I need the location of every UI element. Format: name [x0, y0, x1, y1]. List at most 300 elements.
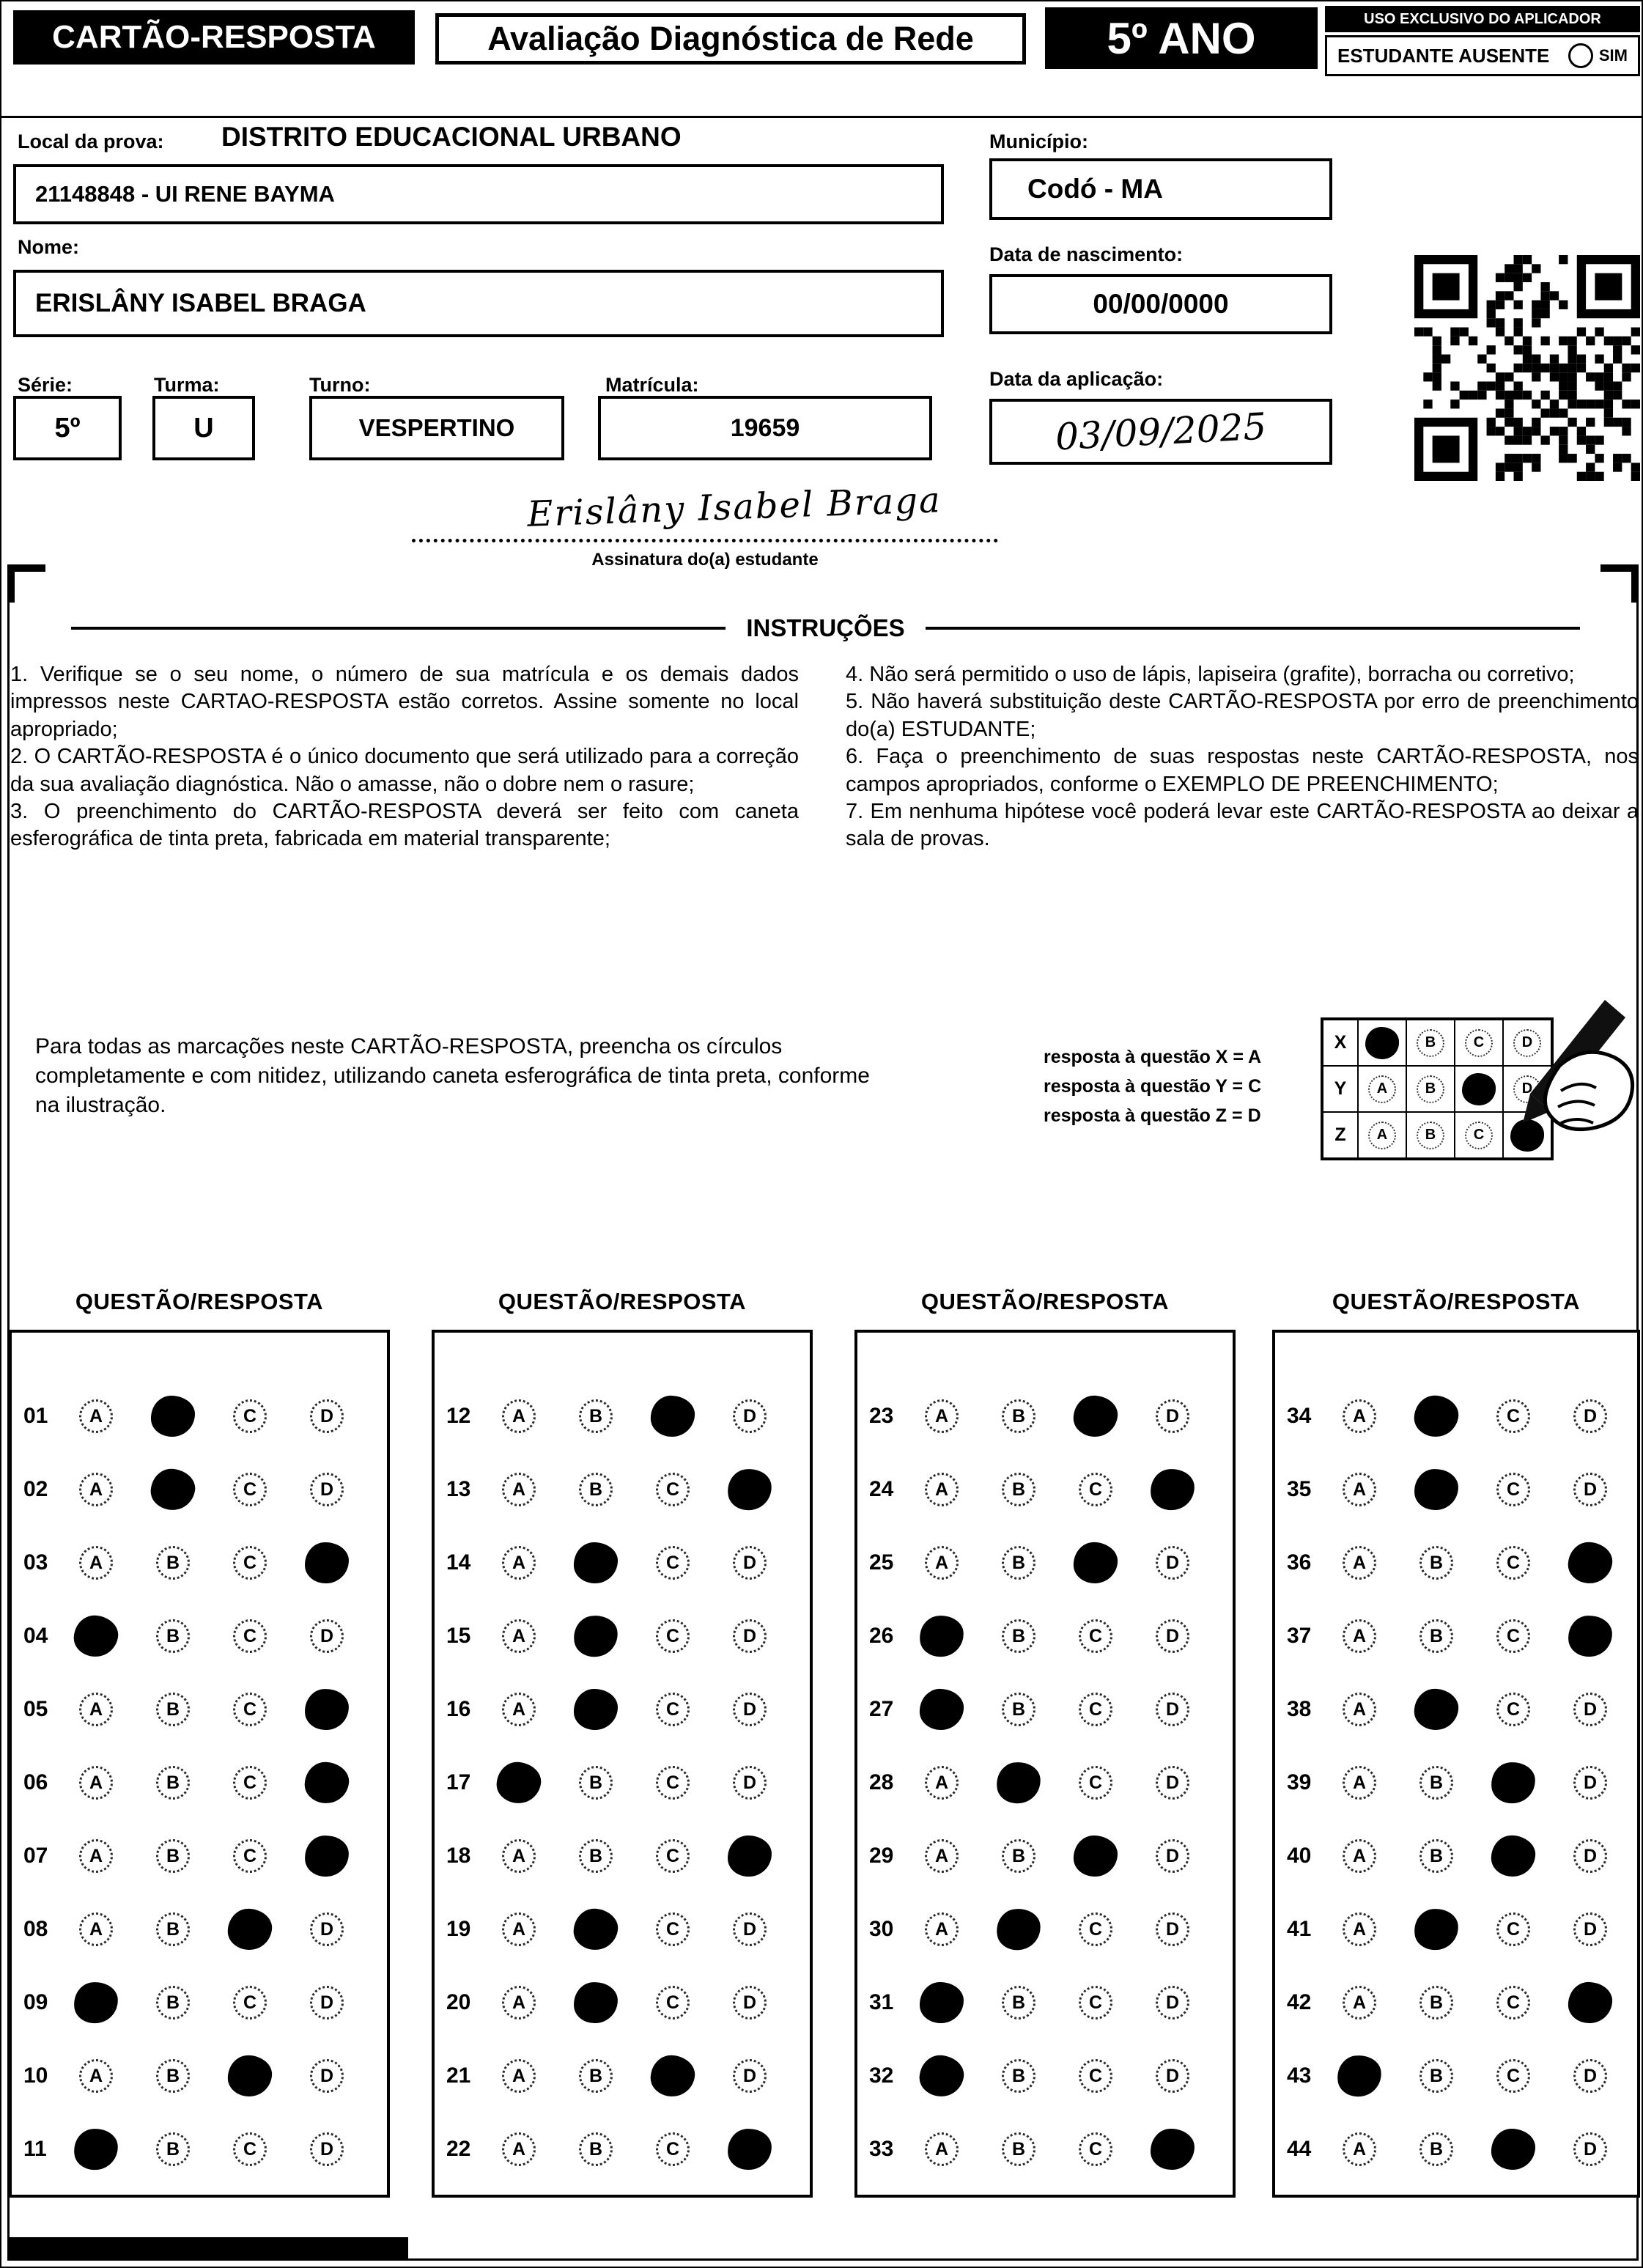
answer-bubble-q39-A[interactable]: A	[1343, 1766, 1376, 1800]
answer-bubble-q06-D[interactable]	[303, 1760, 351, 1805]
question-number: 26	[869, 1624, 894, 1648]
answer-bubble-q11-C[interactable]: C	[233, 2132, 267, 2166]
question-number: 33	[869, 2137, 894, 2161]
answer-row	[1275, 1819, 1637, 1893]
answer-bubble-q14-C[interactable]: C	[656, 1546, 690, 1580]
answer-bubble-q22-A[interactable]: A	[502, 2132, 536, 2166]
answer-bubble-q28-A[interactable]: A	[925, 1766, 959, 1800]
answer-bubble-q20-A[interactable]: A	[502, 1986, 536, 2020]
answer-bubble-q41-C[interactable]: C	[1496, 1912, 1530, 1946]
answer-bubble-q29-A[interactable]: A	[925, 1839, 959, 1873]
answer-bubble-q36-D[interactable]	[1567, 1540, 1614, 1585]
answer-bubbles	[925, 1399, 1189, 1433]
answer-bubble-q21-A[interactable]: A	[502, 2059, 536, 2093]
qr-code	[1414, 255, 1640, 481]
answer-bubble-q16-A[interactable]: A	[502, 1693, 536, 1726]
answer-bubble-q05-A[interactable]: A	[79, 1693, 113, 1726]
applicator-bar: USO EXCLUSIVO DO APLICADOR	[1325, 6, 1640, 32]
answer-bubble-q19-A[interactable]: A	[502, 1912, 536, 1946]
answer-bubble-q19-D[interactable]: D	[733, 1912, 767, 1946]
answer-bubble-q40-B[interactable]: B	[1419, 1839, 1453, 1873]
answer-bubble-q17-D[interactable]: D	[733, 1766, 767, 1800]
example-row-label: X	[1323, 1020, 1358, 1066]
answer-row	[1275, 1453, 1637, 1526]
question-number: 25	[869, 1550, 894, 1575]
answer-bubble-q40-A[interactable]: A	[1343, 1839, 1376, 1873]
answer-bubble-q43-D[interactable]: D	[1573, 2059, 1607, 2093]
answer-bubbles	[1343, 2059, 1607, 2093]
answer-row	[1275, 1966, 1637, 2039]
grade-badge: 5º ANO	[1045, 7, 1318, 69]
answer-bubbles	[502, 1693, 767, 1726]
answer-bubble-q04-D[interactable]: D	[310, 1619, 344, 1653]
serie-label: Série:	[18, 374, 73, 396]
answer-bubble-q32-A[interactable]	[918, 2053, 966, 2099]
answer-bubble-q01-D[interactable]: D	[310, 1399, 344, 1433]
answer-bubble-q41-A[interactable]: A	[1343, 1912, 1376, 1946]
answer-bubble-q33-B[interactable]: B	[1002, 2132, 1035, 2166]
aplicacao-field	[989, 399, 1332, 465]
answer-bubble-q12-A[interactable]: A	[502, 1399, 536, 1433]
answer-bubble-q24-C[interactable]: C	[1079, 1473, 1112, 1506]
answer-row	[1275, 1599, 1637, 1673]
answer-row	[857, 1453, 1233, 1526]
answer-bubble-q07-C[interactable]: C	[233, 1839, 267, 1873]
answer-bubble-q44-B[interactable]: B	[1419, 2132, 1453, 2166]
answer-bubble-q30-C[interactable]: C	[1079, 1912, 1112, 1946]
answer-bubbles	[502, 1986, 767, 2020]
answer-bubble-q11-A[interactable]	[73, 2127, 120, 2171]
example-cell	[1358, 1066, 1406, 1112]
answer-bubble-q02-B[interactable]	[149, 1467, 197, 1513]
answer-bubble-q26-A[interactable]	[918, 1613, 966, 1658]
answer-bubble-q07-D[interactable]	[304, 1834, 350, 1877]
answer-bubble-q23-B[interactable]: B	[1002, 1399, 1035, 1433]
answer-bubbles	[79, 2059, 344, 2093]
divider-line	[71, 627, 725, 630]
answer-bubble-q02-C[interactable]: C	[233, 1473, 267, 1506]
answer-bubble-q09-D[interactable]: D	[310, 1986, 344, 2020]
aplicacao-handwritten-date: 03/09/2025	[1054, 405, 1268, 459]
answer-bubble-q27-D[interactable]: D	[1156, 1693, 1189, 1726]
answer-bubble-q23-C[interactable]	[1072, 1394, 1119, 1438]
answer-bubble-q37-C[interactable]: C	[1496, 1619, 1530, 1653]
answer-bubble-q18-C[interactable]: C	[656, 1839, 690, 1873]
answer-row	[12, 1673, 387, 1746]
answer-bubbles	[925, 1766, 1189, 1800]
answer-bubble-q27-A[interactable]	[919, 1688, 964, 1731]
answer-bubbles	[79, 1766, 344, 1800]
answer-bubble-q27-B[interactable]: B	[1002, 1693, 1035, 1726]
answer-bubble-q18-D[interactable]	[728, 1835, 772, 1877]
answer-row	[12, 1746, 387, 1819]
answer-bubble-q17-A[interactable]	[495, 1760, 543, 1806]
answer-bubble-q24-B[interactable]: B	[1002, 1473, 1035, 1506]
absent-bubble[interactable]	[1568, 43, 1593, 68]
answer-row	[435, 1893, 810, 1966]
answer-bubbles	[502, 1766, 767, 1800]
answer-bubbles	[79, 1693, 344, 1726]
answer-bubble-q03-B[interactable]: B	[156, 1546, 190, 1580]
answer-bubble-q20-C[interactable]: C	[656, 1986, 690, 2020]
answer-bubble-q23-D[interactable]: D	[1156, 1399, 1189, 1433]
nascimento-label: Data de nascimento:	[989, 243, 1184, 265]
student-signature: Erislâny Isabel Braga	[526, 479, 942, 535]
answer-bubble-q27-C[interactable]: C	[1079, 1693, 1112, 1726]
answer-bubble-q03-A[interactable]: A	[79, 1546, 113, 1580]
answer-row	[1275, 2113, 1637, 2186]
answer-bubble-q36-B[interactable]: B	[1419, 1546, 1453, 1580]
answer-bubble-q08-B[interactable]: B	[156, 1912, 190, 1946]
answer-bubble-q14-A[interactable]: A	[502, 1546, 536, 1580]
answer-row	[435, 1966, 810, 2039]
answer-bubble-q29-C[interactable]	[1074, 1835, 1118, 1877]
answer-bubble-q17-B[interactable]: B	[579, 1766, 613, 1800]
answer-bubbles	[1343, 1693, 1607, 1726]
instruction-item: 1. Verifique se o seu nome, o número de sua matrícula e os demais dados impressos neste CARTAO-RESPOSTA estão corretos. Assine somente no local apropriado;	[10, 663, 799, 741]
answer-row	[12, 1893, 387, 1966]
answer-bubble-q01-A[interactable]: A	[79, 1399, 113, 1433]
legend-line: resposta à questão Z = D	[1044, 1105, 1261, 1126]
answer-bubble-q13-C[interactable]: C	[656, 1473, 690, 1506]
answer-bubble-q18-A[interactable]: A	[502, 1839, 536, 1873]
answer-row	[857, 2039, 1233, 2113]
answer-bubble-q42-D[interactable]	[1568, 1981, 1613, 2024]
answer-bubble-q12-C[interactable]	[650, 1395, 695, 1437]
answer-bubble-q03-D[interactable]	[305, 1542, 350, 1583]
nome-field: ERISLÂNY ISABEL BRAGA	[13, 270, 944, 337]
answer-bubble-q38-C[interactable]: C	[1496, 1693, 1530, 1726]
answer-bubble-q16-D[interactable]: D	[733, 1693, 767, 1726]
answer-bubble-q13-D[interactable]	[725, 1467, 774, 1512]
example-row-label: Y	[1323, 1066, 1358, 1112]
answer-bubble-q05-C[interactable]: C	[233, 1693, 267, 1726]
answer-bubble-q11-D[interactable]: D	[310, 2132, 344, 2166]
example-bubble-X-A	[1365, 1027, 1399, 1059]
example-row-label: Z	[1323, 1112, 1358, 1158]
question-number: 12	[446, 1404, 471, 1428]
answer-bubbles	[79, 1912, 344, 1946]
example-legend	[1044, 1042, 1261, 1130]
answer-bubble-q08-A[interactable]: A	[79, 1912, 113, 1946]
answer-bubble-q40-D[interactable]: D	[1573, 1839, 1607, 1873]
example-cell	[1406, 1066, 1455, 1112]
answer-bubble-q43-B[interactable]: B	[1419, 2059, 1453, 2093]
answer-bubble-q07-B[interactable]: B	[156, 1839, 190, 1873]
answer-bubble-q09-A[interactable]	[73, 1981, 119, 2025]
answer-bubble-q41-B[interactable]	[1413, 1907, 1461, 1951]
answer-bubbles	[925, 1912, 1189, 1946]
matricula-field: 19659	[598, 396, 932, 460]
answer-row	[1275, 1380, 1637, 1453]
answer-bubble-q12-B[interactable]: B	[579, 1399, 613, 1433]
answer-bubble-q31-B[interactable]: B	[1002, 1986, 1035, 2020]
answer-bubble-q42-B[interactable]: B	[1419, 1986, 1453, 2020]
answer-bubble-q13-A[interactable]: A	[502, 1473, 536, 1506]
question-number: 06	[23, 1770, 48, 1794]
answer-bubble-q41-D[interactable]: D	[1573, 1912, 1607, 1946]
answer-bubble-q10-D[interactable]: D	[310, 2059, 344, 2093]
answer-bubble-q02-A[interactable]: A	[79, 1473, 113, 1506]
answer-bubble-q23-A[interactable]: A	[925, 1399, 959, 1433]
answer-bubble-q19-C[interactable]: C	[656, 1912, 690, 1946]
answer-bubble-q20-D[interactable]: D	[733, 1986, 767, 2020]
question-number: 05	[23, 1697, 48, 1721]
question-number: 10	[23, 2063, 48, 2088]
question-number: 15	[446, 1624, 471, 1648]
bottom-registration-mark	[9, 2237, 408, 2261]
answer-row	[857, 1526, 1233, 1599]
answer-bubble-q21-D[interactable]: D	[733, 2059, 767, 2093]
answer-bubbles	[79, 1473, 344, 1506]
answer-bubbles	[79, 1546, 344, 1580]
answer-bubble-q34-D[interactable]: D	[1573, 1399, 1607, 1433]
answer-bubble-q25-B[interactable]: B	[1002, 1546, 1035, 1580]
answer-bubbles	[502, 1619, 767, 1653]
answer-bubble-q42-A[interactable]: A	[1343, 1986, 1376, 2020]
answers-header-1: QUESTÃO/RESPOSTA	[75, 1289, 324, 1314]
answer-bubble-q25-A[interactable]: A	[925, 1546, 959, 1580]
answer-bubble-q30-D[interactable]: D	[1156, 1912, 1189, 1946]
answer-bubble-q03-C[interactable]: C	[233, 1546, 267, 1580]
answer-row	[1275, 1746, 1637, 1819]
answer-bubble-q38-B[interactable]	[1413, 1687, 1460, 1731]
answer-bubbles	[79, 1839, 344, 1873]
answer-row	[1275, 1526, 1637, 1599]
answer-bubble-q16-B[interactable]	[574, 1689, 618, 1730]
answer-bubble-q09-C[interactable]: C	[233, 1986, 267, 2020]
question-number: 18	[446, 1844, 471, 1868]
answer-bubble-q24-A[interactable]: A	[925, 1473, 959, 1506]
instruction-item: 5. Não haverá substituição deste CARTÃO-RESPOSTA por erro de preenchimento do(a) ESTUDANTE;	[846, 690, 1639, 741]
answer-row	[857, 1746, 1233, 1819]
answer-bubbles	[925, 1693, 1189, 1726]
answer-bubble-q44-C[interactable]	[1491, 2128, 1536, 2170]
instructions-title: INSTRUÇÕES	[746, 614, 905, 641]
answer-bubble-q31-A[interactable]	[920, 1982, 964, 2023]
answers-header-4: QUESTÃO/RESPOSTA	[1332, 1289, 1581, 1314]
answer-bubble-q39-C[interactable]	[1490, 1761, 1537, 1805]
answer-bubble-q13-B[interactable]: B	[579, 1473, 613, 1506]
answer-bubble-q37-D[interactable]	[1568, 1614, 1614, 1657]
answer-bubble-q19-B[interactable]	[572, 1907, 620, 1952]
answer-bubble-q36-C[interactable]: C	[1496, 1546, 1530, 1580]
absent-label: ESTUDANTE AUSENTE	[1337, 44, 1550, 67]
question-number: 34	[1287, 1404, 1312, 1428]
answer-bubble-q11-B[interactable]: B	[156, 2132, 190, 2166]
instruction-item: 4. Não será permitido o uso de lápis, lapiseira (grafite), borracha ou corretivo;	[846, 663, 1575, 686]
example-cell	[1406, 1020, 1455, 1066]
instruction-item: 7. Em nenhuma hipótese você poderá levar este CARTÃO-RESPOSTA ao deixar a sala de provas.	[846, 800, 1639, 851]
answer-bubble-q14-D[interactable]: D	[733, 1546, 767, 1580]
answer-bubble-q43-A[interactable]	[1335, 2053, 1384, 2099]
answer-bubble-q04-A[interactable]	[72, 1613, 120, 1659]
answer-bubble-q28-B[interactable]	[994, 1760, 1043, 1805]
answer-bubble-q18-B[interactable]: B	[579, 1839, 613, 1873]
answer-bubble-q37-B[interactable]: B	[1419, 1619, 1453, 1653]
answer-bubble-q32-C[interactable]: C	[1079, 2059, 1112, 2093]
question-number: 24	[869, 1477, 894, 1501]
example-cell	[1406, 1112, 1455, 1158]
municipio-field: Codó - MA	[989, 158, 1332, 220]
answer-row	[1275, 1893, 1637, 1966]
corner-mark	[7, 564, 15, 603]
nome-label: Nome:	[18, 236, 80, 258]
answer-bubble-q37-A[interactable]: A	[1343, 1619, 1376, 1653]
answer-bubble-q28-C[interactable]: C	[1079, 1766, 1112, 1800]
answer-bubble-q22-B[interactable]: B	[579, 2132, 613, 2166]
answer-bubble-q10-C[interactable]	[227, 2054, 273, 2097]
answer-bubble-q06-A[interactable]: A	[79, 1766, 113, 1800]
answer-bubble-q36-A[interactable]: A	[1343, 1546, 1376, 1580]
question-number: 08	[23, 1917, 48, 1941]
answer-bubble-q38-D[interactable]: D	[1573, 1693, 1607, 1726]
question-number: 28	[869, 1770, 894, 1794]
question-number: 41	[1287, 1917, 1312, 1941]
answer-bubble-q32-D[interactable]: D	[1156, 2059, 1189, 2093]
answer-bubble-q29-B[interactable]: B	[1002, 1839, 1035, 1873]
answer-bubble-q01-B[interactable]	[151, 1396, 195, 1437]
answer-bubble-q40-C[interactable]	[1491, 1834, 1537, 1877]
answer-bubble-q16-C[interactable]: C	[656, 1693, 690, 1726]
question-number: 16	[446, 1697, 471, 1721]
question-number: 27	[869, 1697, 894, 1721]
question-number: 29	[869, 1844, 894, 1868]
answer-bubble-q29-D[interactable]: D	[1156, 1839, 1189, 1873]
answer-bubble-q15-C[interactable]: C	[656, 1619, 690, 1653]
answer-bubble-q09-B[interactable]: B	[156, 1986, 190, 2020]
answer-bubble-q34-B[interactable]	[1412, 1393, 1461, 1439]
answer-bubble-q34-A[interactable]: A	[1343, 1399, 1376, 1433]
answer-bubbles	[1343, 1986, 1607, 2020]
answer-bubble-q07-A[interactable]: A	[79, 1839, 113, 1873]
answer-bubble-q43-C[interactable]: C	[1496, 2059, 1530, 2093]
answer-row	[435, 1673, 810, 1746]
answer-bubbles	[79, 1619, 344, 1653]
answer-bubble-q42-C[interactable]: C	[1496, 1986, 1530, 2020]
question-number: 14	[446, 1550, 471, 1575]
answer-bubble-q26-D[interactable]: D	[1156, 1619, 1189, 1653]
answer-bubble-q22-D[interactable]	[727, 2127, 773, 2171]
instruction-item: 3. O preenchimento do CARTÃO-RESPOSTA deverá ser feito com caneta esferográfica de tinta preta, fabricada em material transparente;	[10, 800, 799, 851]
question-number: 13	[446, 1477, 471, 1501]
example-cell	[1358, 1020, 1406, 1066]
answer-bubbles	[502, 2059, 767, 2093]
card-title: CARTÃO-RESPOSTA	[13, 10, 415, 65]
answer-bubble-q04-C[interactable]: C	[233, 1619, 267, 1653]
answer-bubble-q44-D[interactable]: D	[1573, 2132, 1607, 2166]
answer-bubble-q10-A[interactable]: A	[79, 2059, 113, 2093]
answer-row	[1275, 2039, 1637, 2113]
answer-bubbles	[925, 1839, 1189, 1873]
answer-bubble-q06-B[interactable]: B	[156, 1766, 190, 1800]
answer-bubble-q30-B[interactable]	[994, 1907, 1043, 1953]
answer-row	[435, 1746, 810, 1819]
answer-row	[435, 1380, 810, 1453]
answer-bubble-q26-C[interactable]: C	[1079, 1619, 1112, 1653]
answer-bubble-q35-D[interactable]: D	[1573, 1473, 1607, 1506]
answer-row	[435, 1526, 810, 1599]
answer-bubble-q21-C[interactable]	[649, 2053, 697, 2098]
question-number: 02	[23, 1477, 48, 1501]
answer-bubble-q20-B[interactable]	[573, 1981, 619, 2024]
answer-bubble-q08-D[interactable]: D	[310, 1912, 344, 1946]
answer-bubbles	[925, 1546, 1189, 1580]
answer-bubble-q12-D[interactable]: D	[733, 1399, 767, 1433]
answer-bubble-q01-C[interactable]: C	[233, 1399, 267, 1433]
answer-bubble-q15-B[interactable]	[572, 1613, 620, 1660]
answer-bubble-q15-A[interactable]: A	[502, 1619, 536, 1653]
answer-row	[435, 1599, 810, 1673]
answer-bubble-q15-D[interactable]: D	[733, 1619, 767, 1653]
answer-bubble-q30-A[interactable]: A	[925, 1912, 959, 1946]
answer-row	[435, 2113, 810, 2186]
question-number: 38	[1287, 1697, 1312, 1721]
answer-bubble-q25-C[interactable]	[1073, 1541, 1119, 1584]
answer-bubble-q05-B[interactable]: B	[156, 1693, 190, 1726]
example-bubble-Z-C: C	[1465, 1122, 1493, 1149]
question-number: 44	[1287, 2137, 1312, 2161]
answer-bubble-q21-B[interactable]: B	[579, 2059, 613, 2093]
answer-bubbles	[1343, 1766, 1607, 1800]
question-number: 03	[23, 1550, 48, 1575]
answer-bubble-q17-C[interactable]: C	[656, 1766, 690, 1800]
answer-bubble-q35-B[interactable]	[1414, 1468, 1459, 1511]
answer-bubble-q35-C[interactable]: C	[1496, 1473, 1530, 1506]
answer-row	[435, 1819, 810, 1893]
marking-note: Para todas as marcações neste CARTÃO-RESPOSTA, preencha os círculos completamente e com nitidez, utilizando caneta esferográfica de tinta preta, conforme na ilustração.	[35, 1034, 870, 1117]
answer-bubble-q31-D[interactable]: D	[1156, 1986, 1189, 2020]
answer-bubble-q08-C[interactable]	[226, 1907, 273, 1951]
answer-bubble-q06-C[interactable]: C	[233, 1766, 267, 1800]
answer-bubble-q05-D[interactable]	[304, 1688, 350, 1731]
answer-bubble-q33-D[interactable]	[1151, 2128, 1195, 2170]
answer-bubble-q34-C[interactable]: C	[1496, 1399, 1530, 1433]
divider-line	[926, 627, 1580, 630]
answer-bubble-q38-A[interactable]: A	[1343, 1693, 1376, 1726]
answer-bubble-q28-D[interactable]: D	[1156, 1766, 1189, 1800]
answer-bubble-q31-C[interactable]: C	[1079, 1986, 1112, 2020]
answer-column-3	[854, 1330, 1236, 2198]
answer-row	[857, 2113, 1233, 2186]
example-bubble-Y-D: D	[1513, 1075, 1541, 1103]
answer-row	[12, 1966, 387, 2039]
question-number: 20	[446, 1990, 471, 2014]
answer-bubble-q33-A[interactable]: A	[925, 2132, 959, 2166]
legend-line: resposta à questão X = A	[1044, 1047, 1262, 1067]
question-number: 32	[869, 2063, 894, 2088]
answer-row	[857, 1673, 1233, 1746]
answer-bubble-q35-A[interactable]: A	[1343, 1473, 1376, 1506]
answer-bubble-q26-B[interactable]: B	[1002, 1619, 1035, 1653]
answer-bubble-q39-B[interactable]: B	[1419, 1766, 1453, 1800]
answer-bubble-q14-B[interactable]	[574, 1542, 619, 1583]
answer-bubble-q33-C[interactable]: C	[1079, 2132, 1112, 2166]
answer-bubble-q02-D[interactable]: D	[310, 1473, 344, 1506]
answer-bubbles	[925, 1619, 1189, 1653]
answer-bubble-q10-B[interactable]: B	[156, 2059, 190, 2093]
answer-bubble-q25-D[interactable]: D	[1156, 1546, 1189, 1580]
answer-bubble-q39-D[interactable]: D	[1573, 1766, 1607, 1800]
answer-bubble-q24-D[interactable]	[1149, 1468, 1196, 1512]
answer-bubble-q22-C[interactable]: C	[656, 2132, 690, 2166]
local-label: Local da prova:	[18, 130, 164, 152]
answer-bubble-q04-B[interactable]: B	[156, 1619, 190, 1653]
answer-bubble-q32-B[interactable]: B	[1002, 2059, 1035, 2093]
answer-bubble-q44-A[interactable]: A	[1343, 2132, 1376, 2166]
absent-option-label: SIM	[1598, 46, 1628, 65]
answer-bubbles	[925, 2132, 1189, 2166]
